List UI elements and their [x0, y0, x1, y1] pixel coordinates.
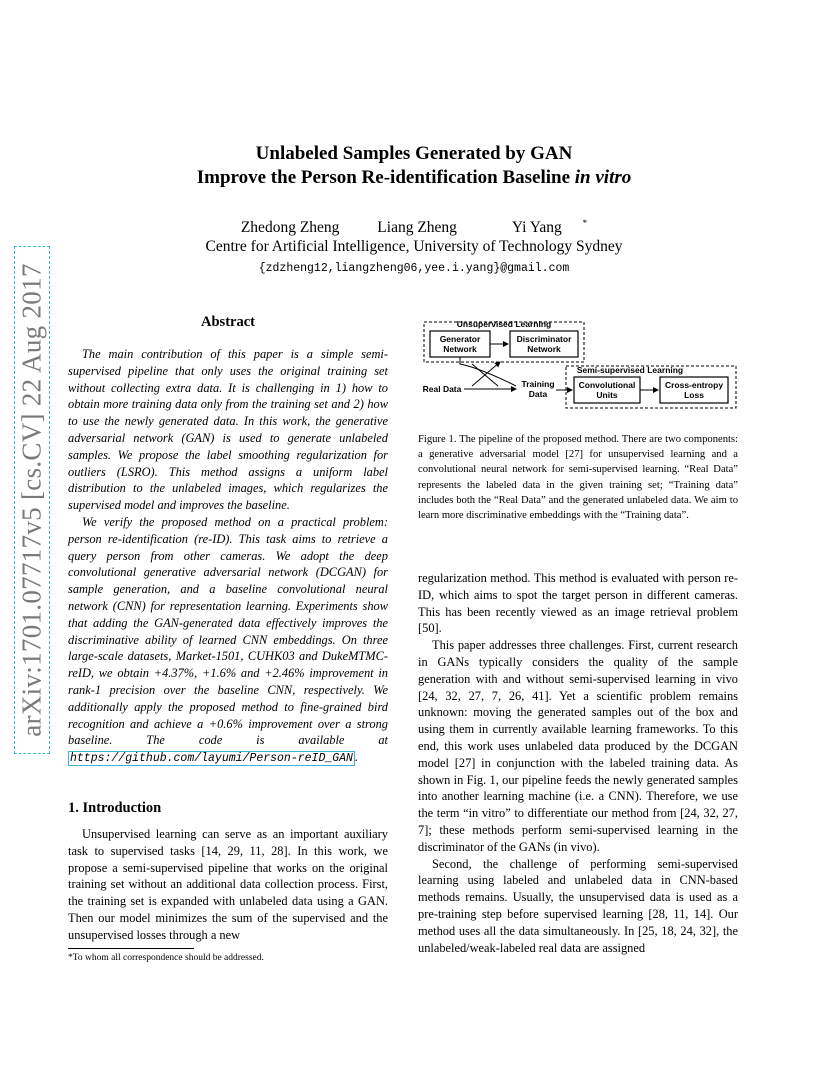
affiliation: Centre for Artificial Intelligence, University of Technology Sydney — [205, 238, 623, 255]
paper-title — [0, 142, 828, 190]
introduction-paragraph-1: Unsupervised learning can serve as an important auxiliary task to supervised tasks [14, 29, 11, 28]. In this work, we propose a semi-supervised pipeline that works on the original training set without an additional data collection process. First, the training set is expanded with unlabeled data using a GAN. Then our model minimizes the sum of the supervised and the unsupervised losses through a new — [68, 827, 388, 942]
title-line-2 — [0, 166, 828, 190]
unsupervised-label: Unsupervised Learning — [456, 319, 552, 329]
conv-label-2: Units — [596, 390, 618, 400]
author-list — [0, 218, 828, 237]
conv-label-1: Convolutional — [578, 380, 636, 390]
pipeline-figure — [420, 316, 740, 412]
abstract-url-tail: . — [354, 750, 359, 765]
abstract-body — [68, 346, 388, 768]
gen-to-training-arrow — [460, 357, 516, 386]
author-3-name: Yi Yang — [511, 219, 562, 237]
right-column-body — [418, 570, 738, 956]
generator-label-2: Network — [443, 344, 477, 354]
abstract-paragraph-2-text: We verify the proposed method on a practical problem: person re-identification (re-ID). This task aims to retrieve a query person from other cameras. We adopt the deep convolutional generative adversarial network (DCGAN) for sample generation, and a baseline convolutional neural network (CNN) for representation learning. Experiments show that adding the GAN-generated data effectively improves the discriminative ability of learned CNN embeddings. On three large-scale datasets, Market-1501, CUHK03 and DukeMTMC-reID, we obtain +4.37%, +1.6% and +2.46% improvement in rank-1 precision over the baseline CNN, respectively. We additionally apply the proposed method to fine-grained bird recognition and achieve a +0.6% improvement over a strong baseline. The code is available at — [68, 514, 388, 748]
training-data-label-1: Training — [521, 379, 555, 389]
right-paragraph-2: This paper addresses three challenges. First, current research in GANs typically considers the quality of the sample generation with and without semi-supervised learning in vivo [24, 32, 27, 7, 26, 41]. Yet a scientific problem remains unknown: moving the generated samples out of the box and using them in currently available learning frameworks. To this end, this work uses unlabeled data produced by the DCGAN model [27] in conjunction with the labeled training data. As shown in Fig. 1, our pipeline feeds the newly generated samples into another learning machine (i.e. a CNN). Therefore, we use the term “in vitro” to differentiate our method from [24, 32, 27, 7]; these methods perform semi-supervised learning in the discriminator of the GANs (in vivo). — [418, 638, 738, 854]
right-paragraph-1: regularization method. This method is evaluated with person re-ID, which aims to spot the target person in different cameras. This has been recently viewed as an image retrieval problem [50]. — [418, 571, 738, 636]
footnote-rule — [68, 948, 194, 949]
right-paragraph-3: Second, the challenge of performing semi-supervised learning using labeled and unlabeled data in CNN-based methods remains. Usually, the unsupervised data is used as a pre-training step before supervised learning [28, 11, 14]. Our method uses all the data simultaneously. In [25, 18, 24, 32], the unlabeled/weak-labeled real data are assigned — [418, 856, 738, 955]
footnote: *To whom all correspondence should be addressed. — [68, 953, 264, 963]
title-line-2-text: Improve the Person Re-identification Baseline — [196, 167, 575, 188]
author-2: Liang Zheng — [377, 219, 457, 237]
cross-line-2 — [472, 362, 500, 386]
title-line-2-italic: in vitro — [574, 167, 632, 188]
loss-label-2: Loss — [684, 390, 704, 400]
author-mark: * — [582, 218, 588, 228]
semi-supervised-label: Semi-supervised Learning — [576, 365, 684, 375]
author-1: Zhedong Zheng — [240, 219, 340, 237]
abstract-paragraph-2 — [68, 514, 388, 768]
abstract-heading: Abstract — [201, 314, 255, 330]
discriminator-label-1: Discriminator — [516, 334, 572, 344]
introduction-body — [68, 826, 388, 944]
real-data-label: Real Data — [422, 384, 462, 394]
arxiv-stamp[interactable] — [14, 246, 50, 754]
author-emails: {zdzheng12,liangzheng06,yee.i.yang}@gmail.com — [258, 262, 570, 275]
discriminator-label-2: Network — [527, 344, 561, 354]
figure-caption: Figure 1. The pipeline of the proposed method. There are two components: a generative adversarial model [27] for unsupervised learning and a convolutional neural network for semi-supervised learning. “Real Data” represents the labeled data in the given training set; “Training data” includes both the “Real Data” and the generated unlabeled data. We aim to learn more discriminative embeddings with the “Training data”. — [418, 434, 738, 522]
loss-label-1: Cross-entropy — [664, 380, 724, 390]
arxiv-id: arXiv:1701.07717v5 [cs.CV] 22 Aug 2017 — [16, 263, 47, 737]
title-line-1: Unlabeled Samples Generated by GAN — [255, 143, 573, 164]
author-3 — [495, 219, 587, 236]
generator-label-1: Generator — [439, 334, 481, 344]
introduction-heading: 1. Introduction — [68, 800, 162, 816]
training-data-label-2: Data — [528, 389, 548, 399]
abstract-paragraph-1: The main contribution of this paper is a simple semi-supervised pipeline that only uses the original training set without collecting extra data. It is challenging in 1) how to obtain more training data only from the training set and 2) how to use the newly generated data. In this work, the generative adversarial network (GAN) is used to generate unlabeled samples. We propose the label smoothing regularization for outliers (LSRO). This method assigns a uniform label distribution to the unlabeled images, which regularizes the supervised model and improves the baseline. — [68, 347, 388, 513]
code-url-link[interactable]: https://github.com/layumi/Person-reID_GAN — [70, 752, 353, 766]
